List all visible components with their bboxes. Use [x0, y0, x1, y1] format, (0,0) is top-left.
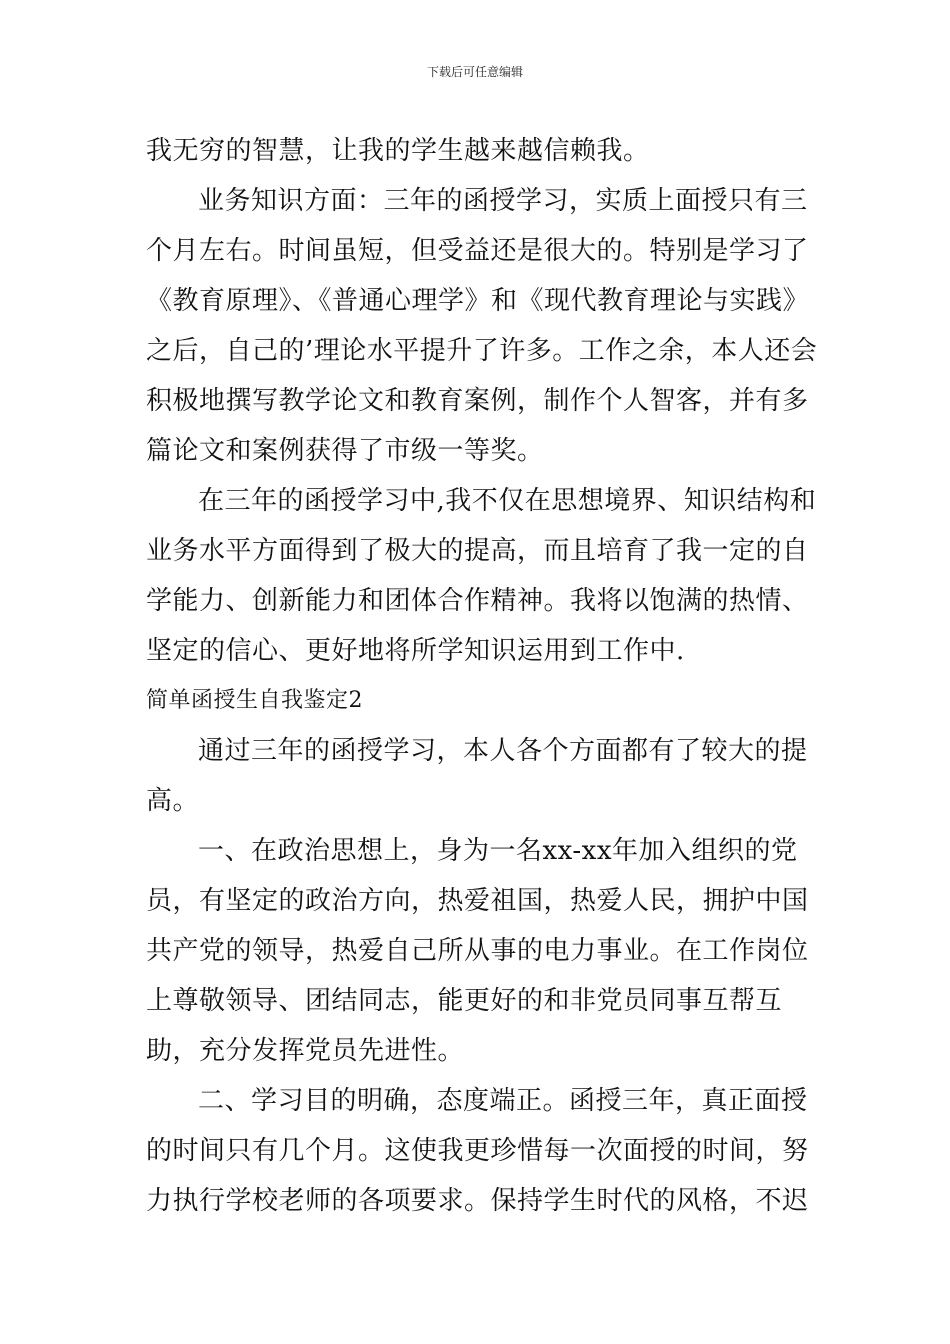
paragraph-1: 我无穷的智慧，让我的学生越来越信赖我。 [146, 136, 650, 166]
paragraph-5: 一、在政治思想上，身为一名xx-xx年加入组织的党员，有坚定的政治方向，热爱祖国，热爱人民，拥护中国共产党的领导，热爱自己所从事的电力事业。在工作岗位上尊敬领导、团结同志，能更好的和非党员同事互帮互助，充分发挥党员先进性。 [146, 836, 809, 1066]
section-title: 简单函授生自我鉴定2 [146, 688, 363, 713]
paragraph-4: 通过三年的函授学习，本人各个方面都有了较大的提高。 [146, 736, 808, 816]
paragraph-6: 二、学习目的明确，态度端正。函授三年，真正面授的时间只有几个月。这使我更珍惜每一次面授的时间，努力执行学校老师的各项要求。保持学生时代的风格，不迟 [146, 1086, 809, 1216]
paragraph-2: 业务知识方面：三年的函授学习，实质上面授只有三个月左右。时间虽短，但受益还是很大的。特别是学习了《教育原理》、《普通心理学》和《现代教育理论与实践》之后，自己的’理论水平提升了许多。工作之余，本人还会积极地撰写教学论文和教育案例，制作个人智客，并有多篇论文和案例获得了市级一等奖。 [146, 186, 818, 466]
page-header-note: 下载后可任意编辑 [426, 65, 523, 79]
paragraph-3: 在三年的函授学习中,我不仅在思想境界、知识结构和业务水平方面得到了极大的提高，而且培育了我一定的自学能力、创新能力和团体合作精神。我将以饱满的热情、坚定的信心、更好地将所学知识运用到工作中. [146, 486, 817, 666]
document-body [146, 126, 818, 1226]
